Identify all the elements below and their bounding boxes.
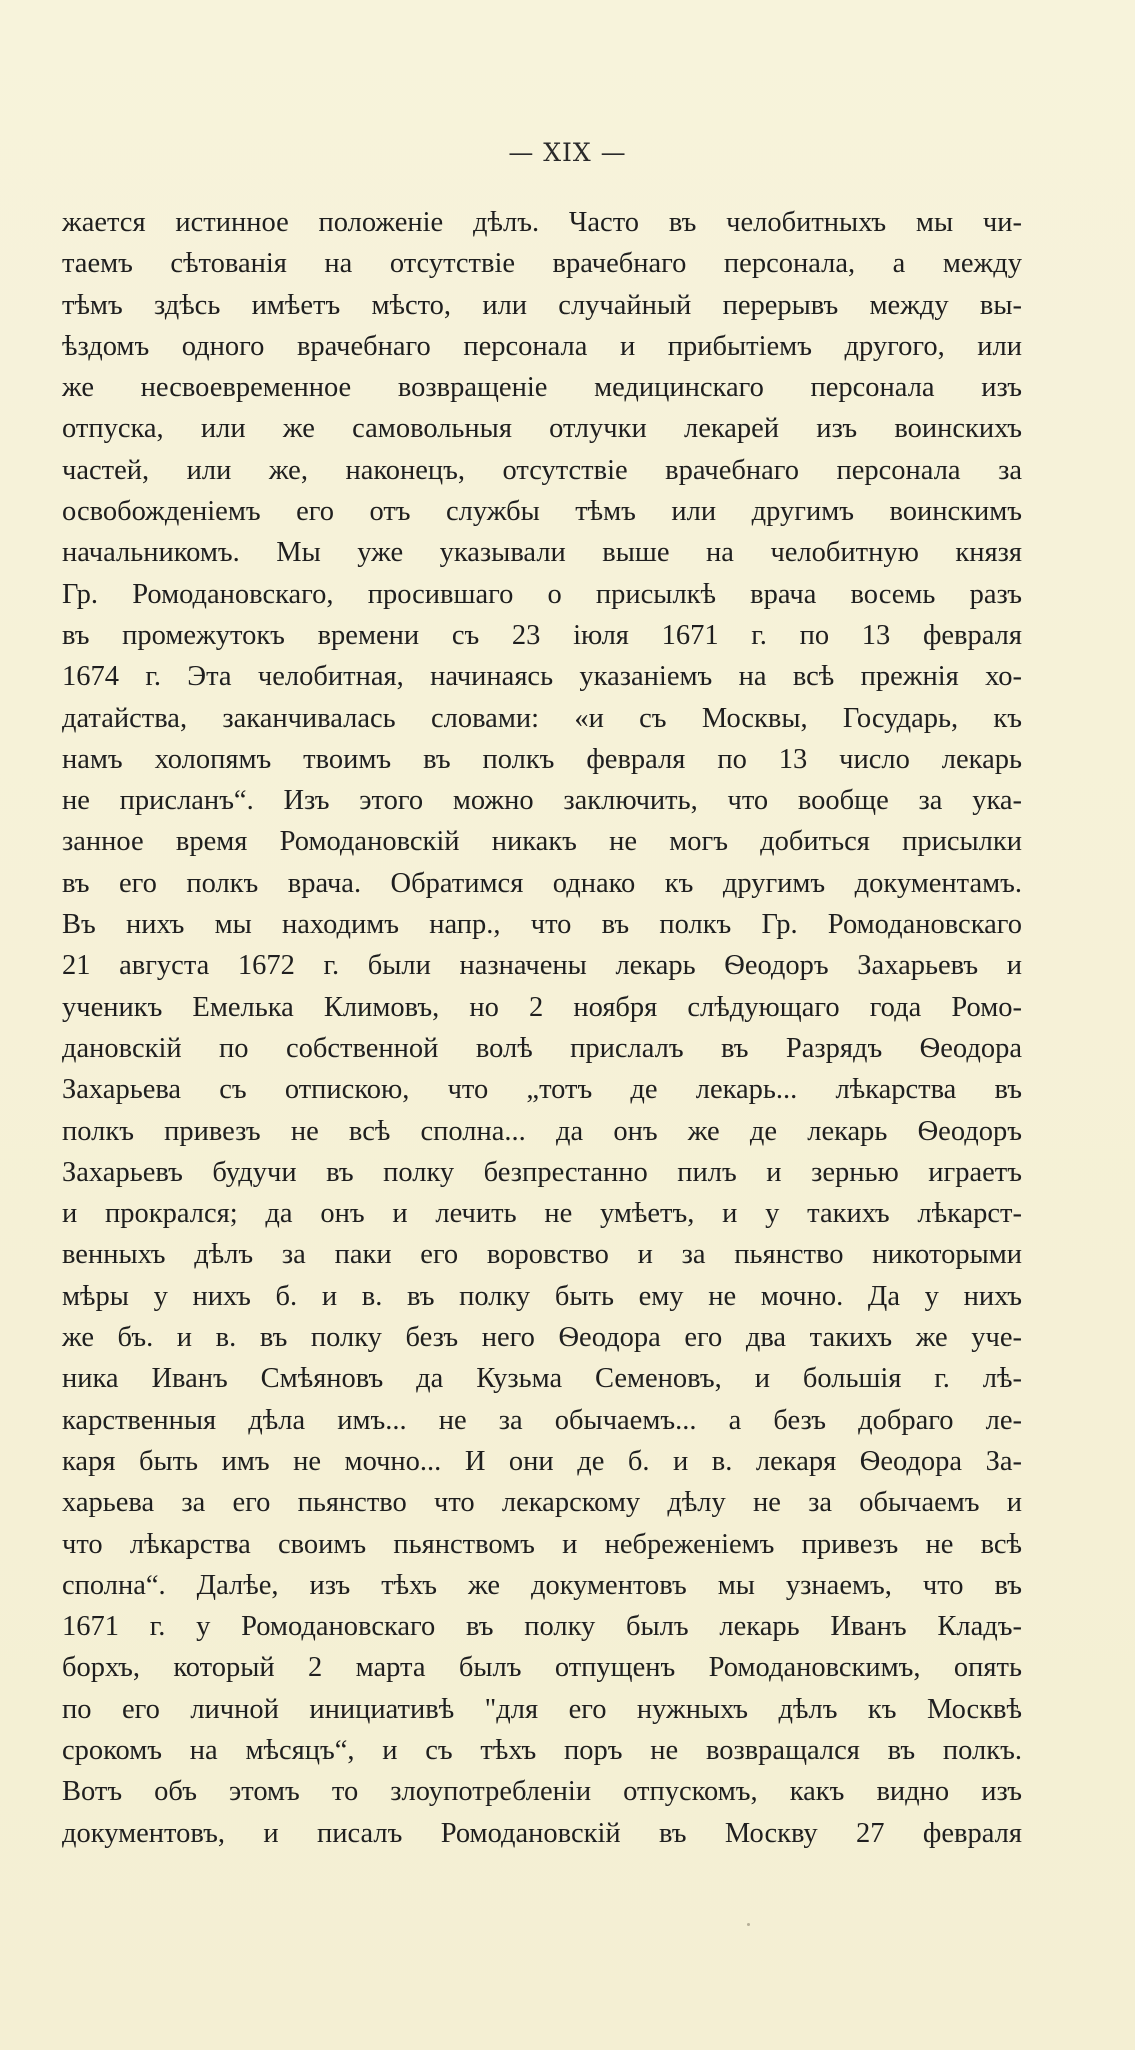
text-line: въ его полкъ врача. Обратимся однако къ другимъ документамъ. bbox=[62, 867, 1022, 899]
text-line: занное время Ромодановскiй никакъ не могъ добиться присылки bbox=[62, 826, 1022, 858]
text-line: не присланъ“. Изъ этого можно заключить, что вообще за ука- bbox=[62, 785, 1022, 817]
text-line: сполна“. Далѣе, изъ тѣхъ же документовъ мы узнаемъ, что въ bbox=[62, 1569, 1022, 1601]
text-line: намъ холопямъ твоимъ въ полкъ февраля по 13 число лекарь bbox=[62, 743, 1022, 775]
text-line: освобожденiемъ его отъ службы тѣмъ или другимъ воинскимъ bbox=[62, 496, 1022, 528]
text-line: таемъ сѣтованiя на отсутствiе врачебнаго персонала, а между bbox=[62, 248, 1022, 280]
text-line: датайства, заканчивалась словами: «и съ Москвы, Государь, къ bbox=[62, 702, 1022, 734]
text-line: жается истинное положенiе дѣлъ. Часто въ челобитныхъ мы чи- bbox=[62, 207, 1022, 238]
text-line: Въ нихъ мы находимъ напр., что въ полкъ Гр. Ромодановскаго bbox=[62, 909, 1022, 941]
text-line: начальникомъ. Мы уже указывали выше на челобитную князя bbox=[62, 537, 1022, 569]
text-line: же несвоевременное возвращенiе медицинскаго персонала изъ bbox=[62, 372, 1022, 404]
text-line: и прокрался; да онъ и лечить не умѣетъ, и у такихъ лѣкарст- bbox=[62, 1198, 1022, 1230]
text-line: по его личной инициативѣ "для его нужныхъ дѣлъ къ Москвѣ bbox=[62, 1693, 1022, 1725]
text-line: частей, или же, наконецъ, отсутствiе врачебнаго персонала за bbox=[62, 454, 1022, 486]
text-line: же бъ. и в. въ полку безъ него Ѳеодора его два такихъ же уче- bbox=[62, 1322, 1022, 1354]
text-line: Захарьевъ будучи въ полку безпрестанно пилъ и зернью играетъ bbox=[62, 1156, 1022, 1188]
text-line: ѣздомъ одного врачебнаго персонала и прибытiемъ другого, или bbox=[62, 330, 1022, 362]
text-line: 21 августа 1672 г. были назначены лекарь Ѳеодоръ Захарьевъ и bbox=[62, 950, 1022, 982]
text-line: 1674 г. Эта челобитная, начинаясь указанiемъ на всѣ прежнiя хо- bbox=[62, 661, 1022, 693]
text-line: венныхъ дѣлъ за паки его воровство и за пьянство никоторыми bbox=[62, 1239, 1022, 1271]
body-text bbox=[62, 202, 1022, 1854]
text-line: карственныя дѣла имъ... не за обычаемъ... а безъ добраго ле- bbox=[62, 1404, 1022, 1436]
text-line: полкъ привезъ не всѣ сполна... да онъ же де лекарь Ѳеодоръ bbox=[62, 1115, 1022, 1147]
text-line: 1671 г. у Ромодановскаго въ полку былъ лекарь Иванъ Кладъ- bbox=[62, 1611, 1022, 1643]
text-line: въ промежутокъ времени съ 23 iюля 1671 г. по 13 февраля bbox=[62, 619, 1022, 651]
text-line: Гр. Ромодановскаго, просившаго о присылкѣ врача восемь разъ bbox=[62, 578, 1022, 610]
text-line: ника Иванъ Смѣяновъ да Кузьма Семеновъ, и большiя г. лѣ- bbox=[62, 1363, 1022, 1395]
text-line: ученикъ Емелька Климовъ, но 2 ноября слѣдующаго года Ромо- bbox=[62, 991, 1022, 1023]
text-line: тѣмъ здѣсь имѣетъ мѣсто, или случайный перерывъ между вы- bbox=[62, 289, 1022, 321]
text-line: харьева за его пьянство что лекарскому дѣлу не за обычаемъ и bbox=[62, 1487, 1022, 1519]
text-line: что лѣкарства своимъ пьянствомъ и небреженiемъ привезъ не всѣ bbox=[62, 1528, 1022, 1560]
text-line: каря быть имъ не мочно... И они де б. и в. лекаря Ѳеодора За- bbox=[62, 1445, 1022, 1477]
text-line: отпуска, или же самовольныя отлучки лекарей изъ воинскихъ bbox=[62, 413, 1022, 445]
text-line: Вотъ объ этомъ то злоупотребленiи отпускомъ, какъ видно изъ bbox=[62, 1776, 1022, 1808]
text-line: Захарьева съ отпискою, что „тотъ де лекарь... лѣкарства въ bbox=[62, 1074, 1022, 1106]
text-line: мѣры у нихъ б. и в. въ полку быть ему не мочно. Да у нихъ bbox=[62, 1280, 1022, 1312]
text-line: борхъ, который 2 марта былъ отпущенъ Ромодановскимъ, опять bbox=[62, 1652, 1022, 1684]
text-line: срокомъ на мѣсяцъ“, и съ тѣхъ поръ не возвращался въ полкъ. bbox=[62, 1734, 1022, 1766]
page-number: — XIX — bbox=[508, 138, 627, 167]
text-line: документовъ, и писалъ Ромодановскiй въ Москву 27 февраля bbox=[62, 1817, 1022, 1849]
paper-speck bbox=[747, 1923, 750, 1926]
text-line: дановскiй по собственной волѣ прислалъ въ Разрядъ Ѳеодора bbox=[62, 1032, 1022, 1064]
